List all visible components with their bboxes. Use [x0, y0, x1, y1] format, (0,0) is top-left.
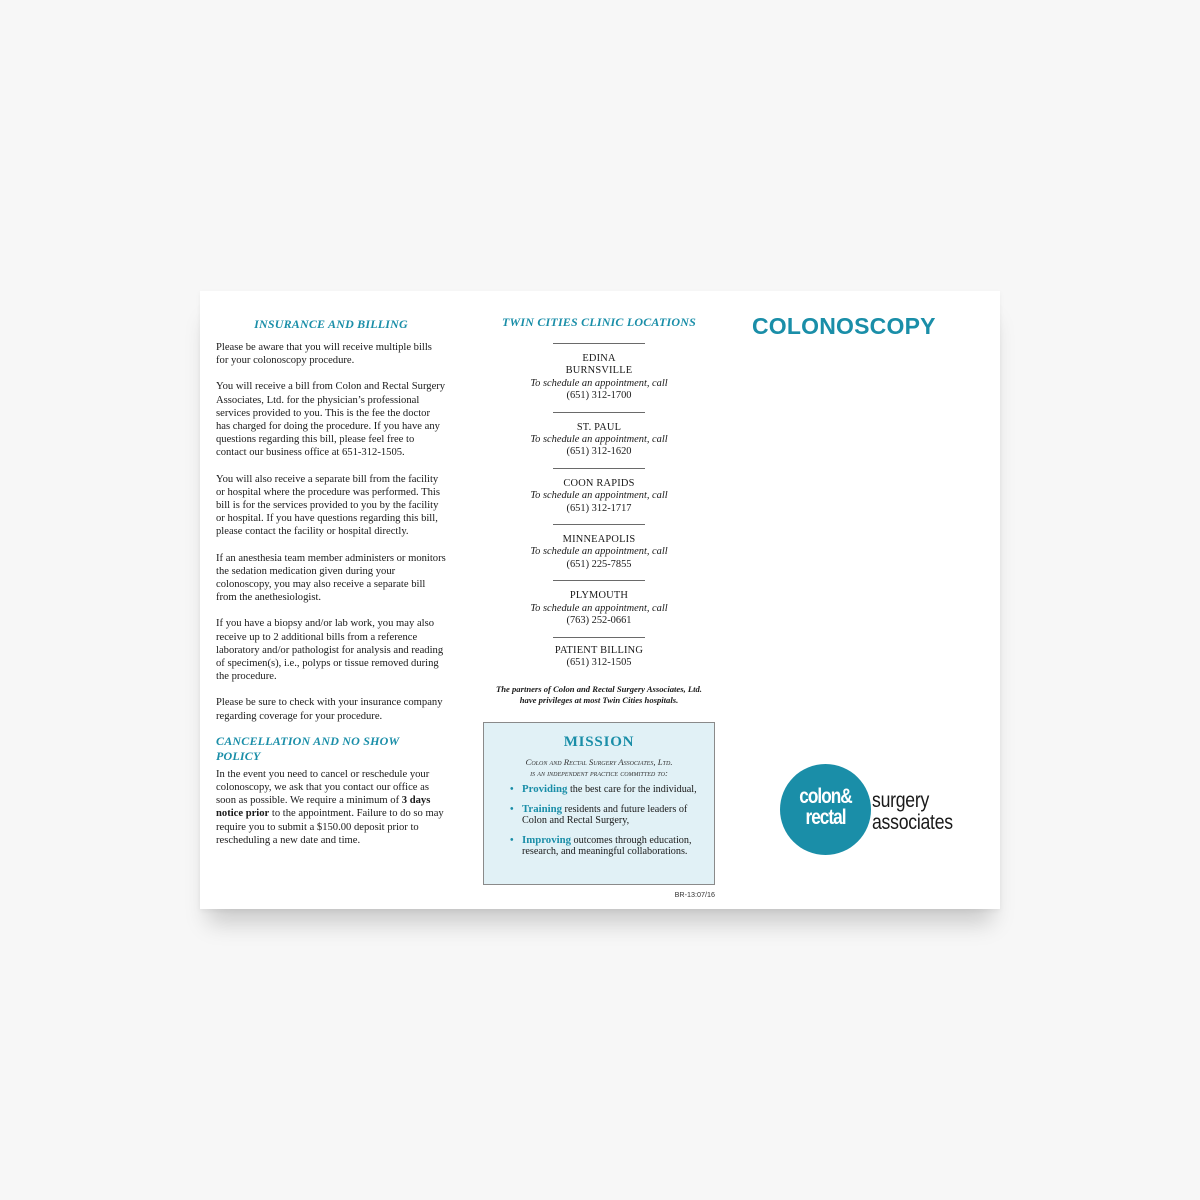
location-name: PATIENT BILLING — [554, 644, 644, 656]
mission-item — [512, 804, 706, 827]
mission-subtitle-line: Colon and Rectal Surgery Associates, Ltd. — [525, 757, 673, 768]
panel-insurance-billing — [216, 291, 446, 909]
location-call-text: To schedule an appointment, call — [530, 546, 668, 558]
billing-paragraph: Please be sure to check with your insurance company regarding coverage for your procedure. — [216, 697, 443, 722]
colon-rectal-logo — [780, 764, 960, 856]
location-edina-burnsville — [483, 344, 715, 412]
mission-item-text: outcomes through education, research, and meaningful collaborations. — [522, 834, 692, 858]
logo-wordmark-text: surgery — [872, 789, 930, 812]
cancellation-notice-bold: 3 days notice prior — [216, 795, 431, 820]
location-plymouth — [483, 581, 715, 636]
location-list — [483, 343, 715, 678]
billing-paragraph: If you have a biopsy and/or lab work, you may also receive up to 2 additional bills from a reference laboratory and/or pathologist for analysis and reading of specimen(s), i.e., polyps or tissue removed during the procedure. — [216, 618, 444, 683]
mission-item — [512, 835, 706, 858]
mission-keyword: Training — [522, 802, 562, 815]
clinic-locations-heading: TWIN CITIES CLINIC LOCATIONS — [502, 315, 696, 329]
location-call-text: To schedule an appointment, call — [530, 377, 668, 389]
location-name: COON RAPIDS — [563, 477, 635, 489]
cancellation-paragraph — [216, 768, 446, 847]
brochure — [200, 291, 1000, 909]
location-call-text: To schedule an appointment, call — [530, 602, 668, 614]
page-title: COLONOSCOPY — [752, 313, 936, 339]
billing-paragraph: You will also receive a separate bill from the facility or hospital where the procedure was performed. This bill is for the services provided to you by the facility or hospital. If you have questions regarding this bill, please contact the facility or hospital directly. — [216, 473, 440, 538]
brochure-code: BR-13:07/16 — [674, 890, 715, 900]
location-call-text: To schedule an appointment, call — [530, 434, 668, 446]
mission-subtitle-line: is an independent practice committed to: — [530, 767, 668, 778]
location-phone: (651) 312-1620 — [566, 446, 632, 458]
logo-circle-text: colon& — [799, 785, 852, 808]
location-name: EDINA — [582, 353, 616, 364]
billing-paragraph: If an anesthesia team member administers or monitors the sedation medication given during your colonoscopy, you may also receive a separate bill from the anethesiologist. — [216, 552, 446, 604]
insurance-billing-heading: INSURANCE AND BILLING — [254, 317, 408, 331]
mission-box — [483, 722, 715, 885]
mission-title: MISSION — [563, 734, 635, 751]
location-name: ST. PAUL — [576, 421, 622, 433]
location-name: BURNSVILLE — [565, 365, 633, 377]
mission-subtitle — [484, 757, 714, 778]
location-phone: (763) 252-0661 — [566, 615, 632, 627]
location-call-text: To schedule an appointment, call — [530, 490, 668, 502]
logo-wordmark — [872, 790, 953, 834]
location-name: PLYMOUTH — [569, 590, 629, 602]
logo-circle — [780, 764, 871, 855]
cancellation-heading: CANCELLATION AND NO SHOW POLICY — [216, 733, 400, 763]
mission-item — [512, 784, 706, 796]
location-st-paul — [483, 413, 715, 468]
location-phone: (651) 312-1717 — [566, 502, 632, 514]
cancellation-text: In the event you need to cancel or reschedule your colonoscopy, we ask that you contact our office as soon as possible. We require a minimum of — [216, 768, 430, 807]
logo-wordmark-text: associates — [872, 811, 953, 834]
mission-item-text: residents and future leaders of Colon and Rectal Surgery, — [522, 803, 688, 827]
partners-note — [483, 684, 715, 705]
logo-circle-text: rectal — [805, 806, 846, 829]
location-name: MINNEAPOLIS — [562, 534, 636, 546]
partners-line: The partners of Colon and Rectal Surgery Associates, Ltd. — [496, 684, 702, 695]
bullet-icon: • — [510, 834, 514, 846]
location-minneapolis — [483, 525, 715, 580]
partners-line: have privileges at most Twin Cities hospitals. — [519, 694, 679, 705]
location-phone: (651) 225-7855 — [566, 558, 632, 570]
panel-clinic-locations — [483, 291, 715, 909]
mission-list — [484, 784, 714, 858]
billing-paragraph: Please be aware that you will receive multiple bills for your colonoscopy procedure. — [216, 342, 432, 367]
mission-keyword: Providing — [522, 782, 568, 795]
bullet-icon: • — [510, 803, 514, 815]
mission-keyword: Improving — [522, 833, 571, 846]
billing-paragraph: You will receive a bill from Colon and Rectal Surgery Associates, Ltd. for the physician’s professional services provided to you. This is the fee the doctor has charged for doing the procedure. If you have any questions regarding this bill, please feel free to contact our business office at 651-312-1505. — [216, 381, 446, 459]
location-patient-billing — [483, 638, 715, 679]
location-phone: (651) 312-1505 — [566, 656, 632, 668]
location-phone: (651) 312-1700 — [566, 390, 632, 402]
bullet-icon: • — [510, 783, 514, 795]
cancellation-text: to the appointment. Failure to do so may require you to submit a $150.00 deposit prior to rescheduling a new date and time. — [216, 808, 444, 846]
location-coon-rapids — [483, 469, 715, 524]
panel-cover — [734, 291, 1000, 909]
mission-item-text: the best care for the individual, — [567, 783, 697, 795]
